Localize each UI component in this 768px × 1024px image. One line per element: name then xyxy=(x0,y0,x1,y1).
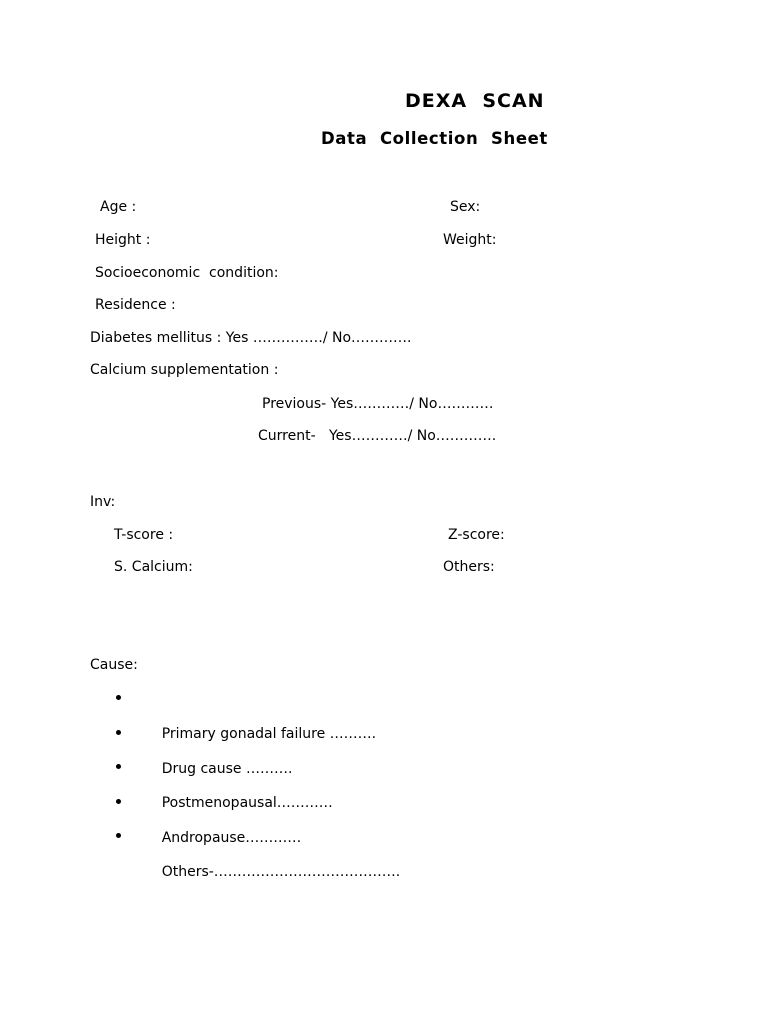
list-item xyxy=(114,827,401,880)
page-title: DEXA SCAN xyxy=(405,90,545,112)
list-item xyxy=(114,793,400,846)
bullet-icon xyxy=(116,764,121,769)
cause-item-label: Primary gonadal failure ………. xyxy=(161,726,377,742)
page-subtitle: Data Collection Sheet xyxy=(321,129,548,148)
cause-label: Cause: xyxy=(90,657,138,673)
bullet-icon xyxy=(116,833,121,838)
bullet-icon xyxy=(116,730,121,735)
cause-item-label: Drug cause ………. xyxy=(161,760,293,777)
bullet-icon xyxy=(116,695,121,700)
height-label: Height : xyxy=(95,232,151,248)
age-label: Age : xyxy=(100,199,137,215)
list-item xyxy=(114,724,400,777)
cause-item-label: Others-…………………………………. xyxy=(161,864,401,880)
investigations-label: Inv: xyxy=(90,494,116,510)
diabetes-line: Diabetes mellitus : Yes ……………/ No…………. xyxy=(90,330,412,346)
socioeconomic-label: Socioeconomic condition: xyxy=(95,265,279,281)
calcium-current-line: Current- Yes…………/ No…………. xyxy=(258,428,497,444)
cause-item-label: Postmenopausal………… xyxy=(161,795,333,811)
list-item xyxy=(114,689,400,742)
calcium-previous-line: Previous- Yes…………/ No………… xyxy=(262,396,494,412)
weight-label: Weight: xyxy=(443,232,497,248)
tscore-label: T-score : xyxy=(114,527,174,543)
sex-label: Sex: xyxy=(450,199,481,215)
serum-calcium-label: S. Calcium: xyxy=(114,559,193,575)
cause-item-label: Andropause………… xyxy=(161,829,302,846)
residence-label: Residence : xyxy=(95,297,176,313)
others-investigation-label: Others: xyxy=(443,559,495,575)
list-item xyxy=(114,758,400,811)
calcium-supplementation-label: Calcium supplementation : xyxy=(90,362,279,378)
zscore-label: Z-score: xyxy=(448,527,505,543)
cause-list xyxy=(114,689,401,880)
bullet-icon xyxy=(116,799,121,804)
